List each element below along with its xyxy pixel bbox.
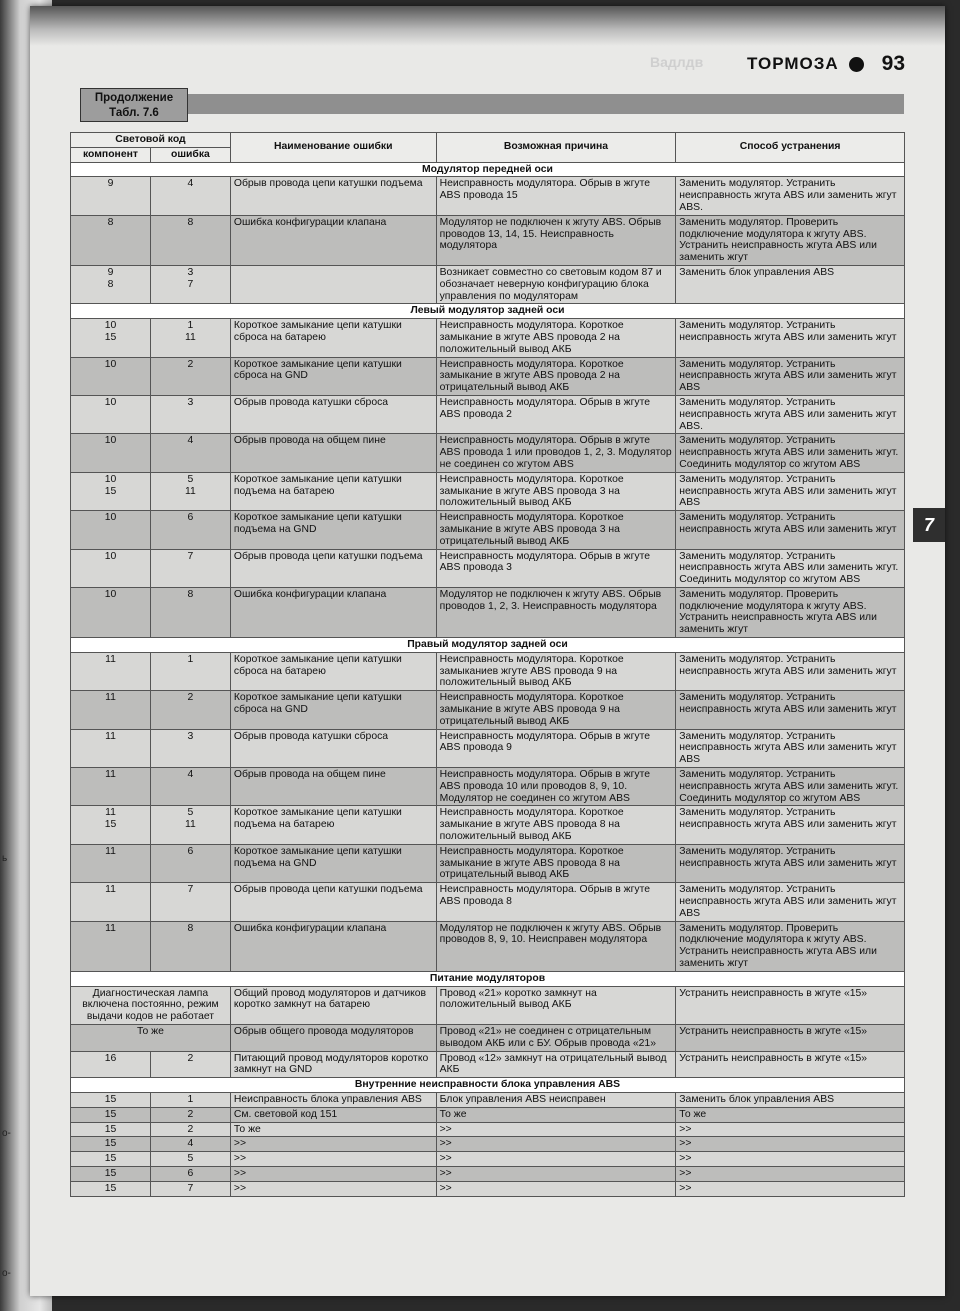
table-row xyxy=(71,434,905,472)
error-cell: 2 xyxy=(150,1107,230,1122)
error-cell: 7 xyxy=(150,883,230,921)
component-cell: 15 xyxy=(71,1166,151,1181)
table-row xyxy=(71,177,905,215)
book-page xyxy=(30,6,945,1296)
fix-cell: Заменить модулятор. Устранить неисправность жгута ABS или заменить жгут. Соединить модулятор со жгутом ABS xyxy=(676,549,905,587)
bullet-dot-icon xyxy=(849,57,864,72)
fix-cell: Заменить модулятор. Устранить неисправность жгута ABS или заменить жгут ABS xyxy=(676,729,905,767)
component-cell: 11 xyxy=(71,691,151,729)
error-name-cell: >> xyxy=(230,1166,436,1181)
error-cell: 6 xyxy=(150,844,230,882)
error-cell: 1 xyxy=(150,1092,230,1107)
table-row xyxy=(71,1051,905,1078)
section-title-cell: Модулятор передней оси xyxy=(71,162,905,177)
error-name-cell: Короткое замыкание цепи катушки сброса на батарею xyxy=(230,652,436,690)
spine-fragment: о- xyxy=(2,1128,11,1139)
error-name-cell: Короткое замыкание цепи катушки подъема на GND xyxy=(230,844,436,882)
error-name-cell: Общий провод модуляторов и датчиков коротко замкнут на батарею xyxy=(230,986,436,1024)
cause-cell: Неисправность модулятора. Обрыв в жгуте ABS провода 10 или проводов 8, 9, 10. Модулятор не соединен со жгутом ABS xyxy=(436,768,676,806)
error-name-cell: Ошибка конфигурации клапана xyxy=(230,215,436,265)
component-cell: 10 xyxy=(71,549,151,587)
table-row xyxy=(71,986,905,1024)
fix-cell: Заменить блок управления ABS xyxy=(676,265,905,303)
error-name-cell: Короткое замыкание цепи катушки сброса на GND xyxy=(230,357,436,395)
error-name-cell: Короткое замыкание цепи катушки сброса на GND xyxy=(230,691,436,729)
error-cell: 4 xyxy=(150,768,230,806)
error-name-cell: Обрыв провода цепи катушки подъема xyxy=(230,883,436,921)
error-name-cell: Ошибка конфигурации клапана xyxy=(230,587,436,637)
error-name-cell: Короткое замыкание цепи катушки подъема на батарею xyxy=(230,806,436,844)
error-cell: 7 xyxy=(150,1181,230,1196)
fix-cell: Заменить модулятор. Устранить неисправность жгута ABS или заменить жгут. Соединить модулятор со жгутом ABS xyxy=(676,434,905,472)
fix-cell: Заменить модулятор. Устранить неисправность жгута ABS или заменить жгут xyxy=(676,806,905,844)
component-cell: 10 xyxy=(71,511,151,549)
error-name-cell: Обрыв провода на общем пине xyxy=(230,434,436,472)
table-row xyxy=(71,1107,905,1122)
section-header-row xyxy=(71,162,905,177)
fix-cell: Заменить модулятор. Устранить неисправность жгута ABS или заменить жгут ABS xyxy=(676,472,905,510)
table-row xyxy=(71,549,905,587)
bleed-through-text: Вадлдв xyxy=(650,54,704,70)
error-cell: 2 xyxy=(150,1051,230,1078)
cause-cell: Провод «21» не соединен с отрицательным выводом АКБ или с БУ. Обрыв провода «21» xyxy=(436,1024,676,1051)
section-header-row xyxy=(71,1078,905,1093)
table-row xyxy=(71,1181,905,1196)
fix-cell: Заменить модулятор. Устранить неисправность жгута ABS или заменить жгут xyxy=(676,652,905,690)
fix-cell: >> xyxy=(676,1181,905,1196)
error-codes-table xyxy=(70,132,905,1197)
table-row xyxy=(71,472,905,510)
error-cell: 1 xyxy=(150,652,230,690)
error-cell: 4 xyxy=(150,177,230,215)
component-cell: 15 xyxy=(71,1152,151,1167)
fix-cell: Заменить модулятор. Устранить неисправность жгута ABS или заменить жгут xyxy=(676,319,905,357)
component-cell: 10 15 xyxy=(71,472,151,510)
fix-cell: Заменить модулятор. Устранить неисправность жгута ABS или заменить жгут xyxy=(676,511,905,549)
header-light-code: Световой код xyxy=(71,133,231,148)
fix-cell: Заменить модулятор. Устранить неисправность жгута ABS или заменить жгут. Соединить модулятор со жгутом ABS xyxy=(676,768,905,806)
continuation-text: Продолжение Табл. 7.6 xyxy=(94,92,174,119)
cause-cell: Неисправность модулятора. Короткое замыкание в жгуте ABS провода 8 на отрицательный вывод АКБ xyxy=(436,844,676,882)
cause-cell: Модулятор не подключен к жгуту ABS. Обрыв проводов 1, 2, 3. Неисправность модулятора xyxy=(436,587,676,637)
header-fix: Способ устранения xyxy=(676,133,905,163)
section-header-row xyxy=(71,638,905,653)
component-cell: 16 xyxy=(71,1051,151,1078)
cause-cell: Неисправность модулятора. Короткое замыкание в жгуте ABS провода 3 на отрицательный вывод АКБ xyxy=(436,511,676,549)
cause-cell: Модулятор не подключен к жгуту ABS. Обрыв проводов 8, 9, 10. Неисправен модулятора xyxy=(436,921,676,971)
fix-cell: Заменить модулятор. Устранить неисправность жгута ABS или заменить жгут xyxy=(676,844,905,882)
fix-cell: Заменить модулятор. Проверить подключение модулятора к жгуту ABS. Устранить неисправность жгута ABS или заменить жгут xyxy=(676,587,905,637)
cause-cell: Неисправность модулятора. Обрыв в жгуте ABS провода 3 xyxy=(436,549,676,587)
table-row xyxy=(71,1137,905,1152)
table-row xyxy=(71,511,905,549)
cause-cell: Неисправность модулятора. Обрыв в жгуте ABS провода 9 xyxy=(436,729,676,767)
fix-cell: Заменить модулятор. Устранить неисправность жгута ABS или заменить жгут xyxy=(676,691,905,729)
error-name-cell: Обрыв общего провода модуляторов xyxy=(230,1024,436,1051)
fix-cell: >> xyxy=(676,1152,905,1167)
error-name-cell: >> xyxy=(230,1137,436,1152)
error-name-cell: Обрыв провода цепи катушки подъема xyxy=(230,549,436,587)
cause-cell: Неисправность модулятора. Обрыв в жгуте ABS провода 15 xyxy=(436,177,676,215)
fix-cell: Заменить модулятор. Устранить неисправность жгута ABS или заменить жгут ABS. xyxy=(676,177,905,215)
error-name-cell: Питающий провод модуляторов коротко замкнут на GND xyxy=(230,1051,436,1078)
cause-cell: Блок управления ABS неисправен xyxy=(436,1092,676,1107)
error-name-cell: Обрыв провода катушки сброса xyxy=(230,395,436,433)
component-cell: 8 xyxy=(71,215,151,265)
error-cell: 8 xyxy=(150,921,230,971)
table-row xyxy=(71,265,905,303)
table-row xyxy=(71,652,905,690)
section-title: ТОРМОЗА xyxy=(747,54,839,73)
error-cell: 3 7 xyxy=(150,265,230,303)
component-cell: 15 xyxy=(71,1122,151,1137)
cause-cell: Неисправность модулятора. Короткое замыкание в жгуте ABS провода 8 на положительный вывод АКБ xyxy=(436,806,676,844)
error-cell: 4 xyxy=(150,1137,230,1152)
error-name-cell: См. световой код 151 xyxy=(230,1107,436,1122)
error-cell: 8 xyxy=(150,587,230,637)
chapter-tab: 7 xyxy=(913,508,945,542)
fix-cell: Заменить модулятор. Устранить неисправность жгута ABS или заменить жгут ABS. xyxy=(676,395,905,433)
table-row xyxy=(71,587,905,637)
table-row xyxy=(71,806,905,844)
cause-cell: >> xyxy=(436,1122,676,1137)
error-name-cell: Обрыв провода катушки сброса xyxy=(230,729,436,767)
error-name-cell: Короткое замыкание цепи катушки сброса на батарею xyxy=(230,319,436,357)
fix-cell: >> xyxy=(676,1137,905,1152)
error-cell: 1 11 xyxy=(150,319,230,357)
cause-cell: Неисправность модулятора. Обрыв в жгуте ABS провода 8 xyxy=(436,883,676,921)
error-name-cell: Ошибка конфигурации клапана xyxy=(230,921,436,971)
error-name-cell: Обрыв провода цепи катушки подъема xyxy=(230,177,436,215)
table-row xyxy=(71,1152,905,1167)
cause-cell: Неисправность модулятора. Короткое замыкание в жгуте ABS провода 2 на отрицательный вывод АКБ xyxy=(436,357,676,395)
component-cell: 10 15 xyxy=(71,319,151,357)
cause-cell: Неисправность модулятора. Короткое замыкание в жгуте ABS провода 2 на положительный вывод АКБ xyxy=(436,319,676,357)
error-cell: 2 xyxy=(150,1122,230,1137)
fix-cell: Устранить неисправность в жгуте «15» xyxy=(676,986,905,1024)
fix-cell: Устранить неисправность в жгуте «15» xyxy=(676,1024,905,1051)
cause-cell: Модулятор не подключен к жгуту ABS. Обрыв проводов 13, 14, 15. Неисправность модулятора xyxy=(436,215,676,265)
page-header xyxy=(747,52,905,76)
spine-fragment: о- xyxy=(2,1268,11,1279)
component-cell: 15 xyxy=(71,1137,151,1152)
component-cell: 11 xyxy=(71,768,151,806)
component-cell: 10 xyxy=(71,357,151,395)
table-row xyxy=(71,1092,905,1107)
component-cell: 11 xyxy=(71,652,151,690)
error-name-cell: Обрыв провода на общем пине xyxy=(230,768,436,806)
table-row xyxy=(71,768,905,806)
section-title-cell: Питание модуляторов xyxy=(71,971,905,986)
error-name-cell: Короткое замыкание цепи катушки подъема на батарею xyxy=(230,472,436,510)
light-code-note: То же xyxy=(71,1024,231,1051)
table-row xyxy=(71,883,905,921)
page-top-shadow xyxy=(30,6,945,46)
error-cell: 2 xyxy=(150,691,230,729)
section-header-row xyxy=(71,971,905,986)
cause-cell: Провод «12» замкнут на отрицательный вывод АКБ xyxy=(436,1051,676,1078)
error-name-cell: >> xyxy=(230,1152,436,1167)
fix-cell: Заменить модулятор. Проверить подключение модулятора к жгуту ABS. Устранить неисправность жгута ABS или заменить жгут xyxy=(676,215,905,265)
error-cell: 4 xyxy=(150,434,230,472)
component-cell: 11 xyxy=(71,921,151,971)
header-error: ошибка xyxy=(150,147,230,162)
error-cell: 3 xyxy=(150,729,230,767)
fix-cell: Заменить модулятор. Проверить подключение модулятора к жгуту ABS. Устранить неисправность жгута ABS или заменить жгут xyxy=(676,921,905,971)
header-component: компонент xyxy=(71,147,151,162)
error-name-cell: Короткое замыкание цепи катушки подъема на GND xyxy=(230,511,436,549)
component-cell: 10 xyxy=(71,434,151,472)
cause-cell: >> xyxy=(436,1166,676,1181)
fix-cell: Заменить модулятор. Устранить неисправность жгута ABS или заменить жгут ABS xyxy=(676,883,905,921)
cause-cell: Возникает совместно со световым кодом 87 и обозначает неверную конфигурацию блока управления по модуляторам xyxy=(436,265,676,303)
component-cell: 11 xyxy=(71,844,151,882)
cause-cell: >> xyxy=(436,1181,676,1196)
error-cell: 8 xyxy=(150,215,230,265)
component-cell: 10 xyxy=(71,395,151,433)
error-name-cell: То же xyxy=(230,1122,436,1137)
table-row xyxy=(71,1122,905,1137)
fix-cell: Заменить модулятор. Устранить неисправность жгута ABS или заменить жгут ABS xyxy=(676,357,905,395)
error-cell: 3 xyxy=(150,395,230,433)
fix-cell: >> xyxy=(676,1122,905,1137)
cause-cell: Неисправность модулятора. Обрыв в жгуте ABS провода 1 или проводов 1, 2, 3. Модулятор не соединен со жгутом ABS xyxy=(436,434,676,472)
error-cell: 5 xyxy=(150,1152,230,1167)
table-row xyxy=(71,921,905,971)
component-cell: 15 xyxy=(71,1092,151,1107)
cause-cell: Неисправность модулятора. Короткое замыкание в жгуте ABS провода 9 на отрицательный вывод АКБ xyxy=(436,691,676,729)
table-row xyxy=(71,1166,905,1181)
error-name-cell: >> xyxy=(230,1181,436,1196)
component-cell: 9 xyxy=(71,177,151,215)
table-title-bar xyxy=(188,94,904,114)
error-cell: 6 xyxy=(150,511,230,549)
error-cell: 6 xyxy=(150,1166,230,1181)
component-cell: 11 xyxy=(71,883,151,921)
page-number: 93 xyxy=(881,52,905,75)
header-cause: Возможная причина xyxy=(436,133,676,163)
cause-cell: >> xyxy=(436,1152,676,1167)
table-row xyxy=(71,844,905,882)
fix-cell: Заменить блок управления ABS xyxy=(676,1092,905,1107)
table-row xyxy=(71,357,905,395)
fix-cell: Устранить неисправность в жгуте «15» xyxy=(676,1051,905,1078)
component-cell: 11 15 xyxy=(71,806,151,844)
error-cell: 7 xyxy=(150,549,230,587)
cause-cell: Неисправность модулятора. Обрыв в жгуте ABS провода 2 xyxy=(436,395,676,433)
error-cell: 5 11 xyxy=(150,806,230,844)
fix-cell: То же xyxy=(676,1107,905,1122)
table-row xyxy=(71,215,905,265)
cause-cell: Неисправность модулятора. Короткое замыкание в жгуте ABS провода 3 на положительный вывод АКБ xyxy=(436,472,676,510)
table-row xyxy=(71,691,905,729)
component-cell: 10 xyxy=(71,587,151,637)
section-title-cell: Правый модулятор задней оси xyxy=(71,638,905,653)
table-row xyxy=(71,395,905,433)
table-row xyxy=(71,319,905,357)
header-error-name: Наименование ошибки xyxy=(230,133,436,163)
component-cell: 11 xyxy=(71,729,151,767)
error-cell: 2 xyxy=(150,357,230,395)
error-name-cell xyxy=(230,265,436,303)
error-name-cell: Неисправность блока управления ABS xyxy=(230,1092,436,1107)
cause-cell: >> xyxy=(436,1137,676,1152)
spine-fragment: ь xyxy=(2,853,8,864)
fix-cell: >> xyxy=(676,1166,905,1181)
table-continuation-label xyxy=(80,88,188,122)
component-cell: 15 xyxy=(71,1107,151,1122)
cause-cell: То же xyxy=(436,1107,676,1122)
error-cell: 5 11 xyxy=(150,472,230,510)
component-cell: 9 8 xyxy=(71,265,151,303)
section-header-row xyxy=(71,304,905,319)
section-title-cell: Внутренние неисправности блока управления ABS xyxy=(71,1078,905,1093)
light-code-note: Диагностическая лампа включена постоянно, режим выдачи кодов не работает xyxy=(71,986,231,1024)
component-cell: 15 xyxy=(71,1181,151,1196)
cause-cell: Провод «21» коротко замкнут на положительный вывод АКБ xyxy=(436,986,676,1024)
cause-cell: Неисправность модулятора. Короткое замыканиев жгуте ABS провода 9 на положительный вывод АКБ xyxy=(436,652,676,690)
table-row xyxy=(71,1024,905,1051)
section-title-cell: Левый модулятор задней оси xyxy=(71,304,905,319)
table-row xyxy=(71,729,905,767)
